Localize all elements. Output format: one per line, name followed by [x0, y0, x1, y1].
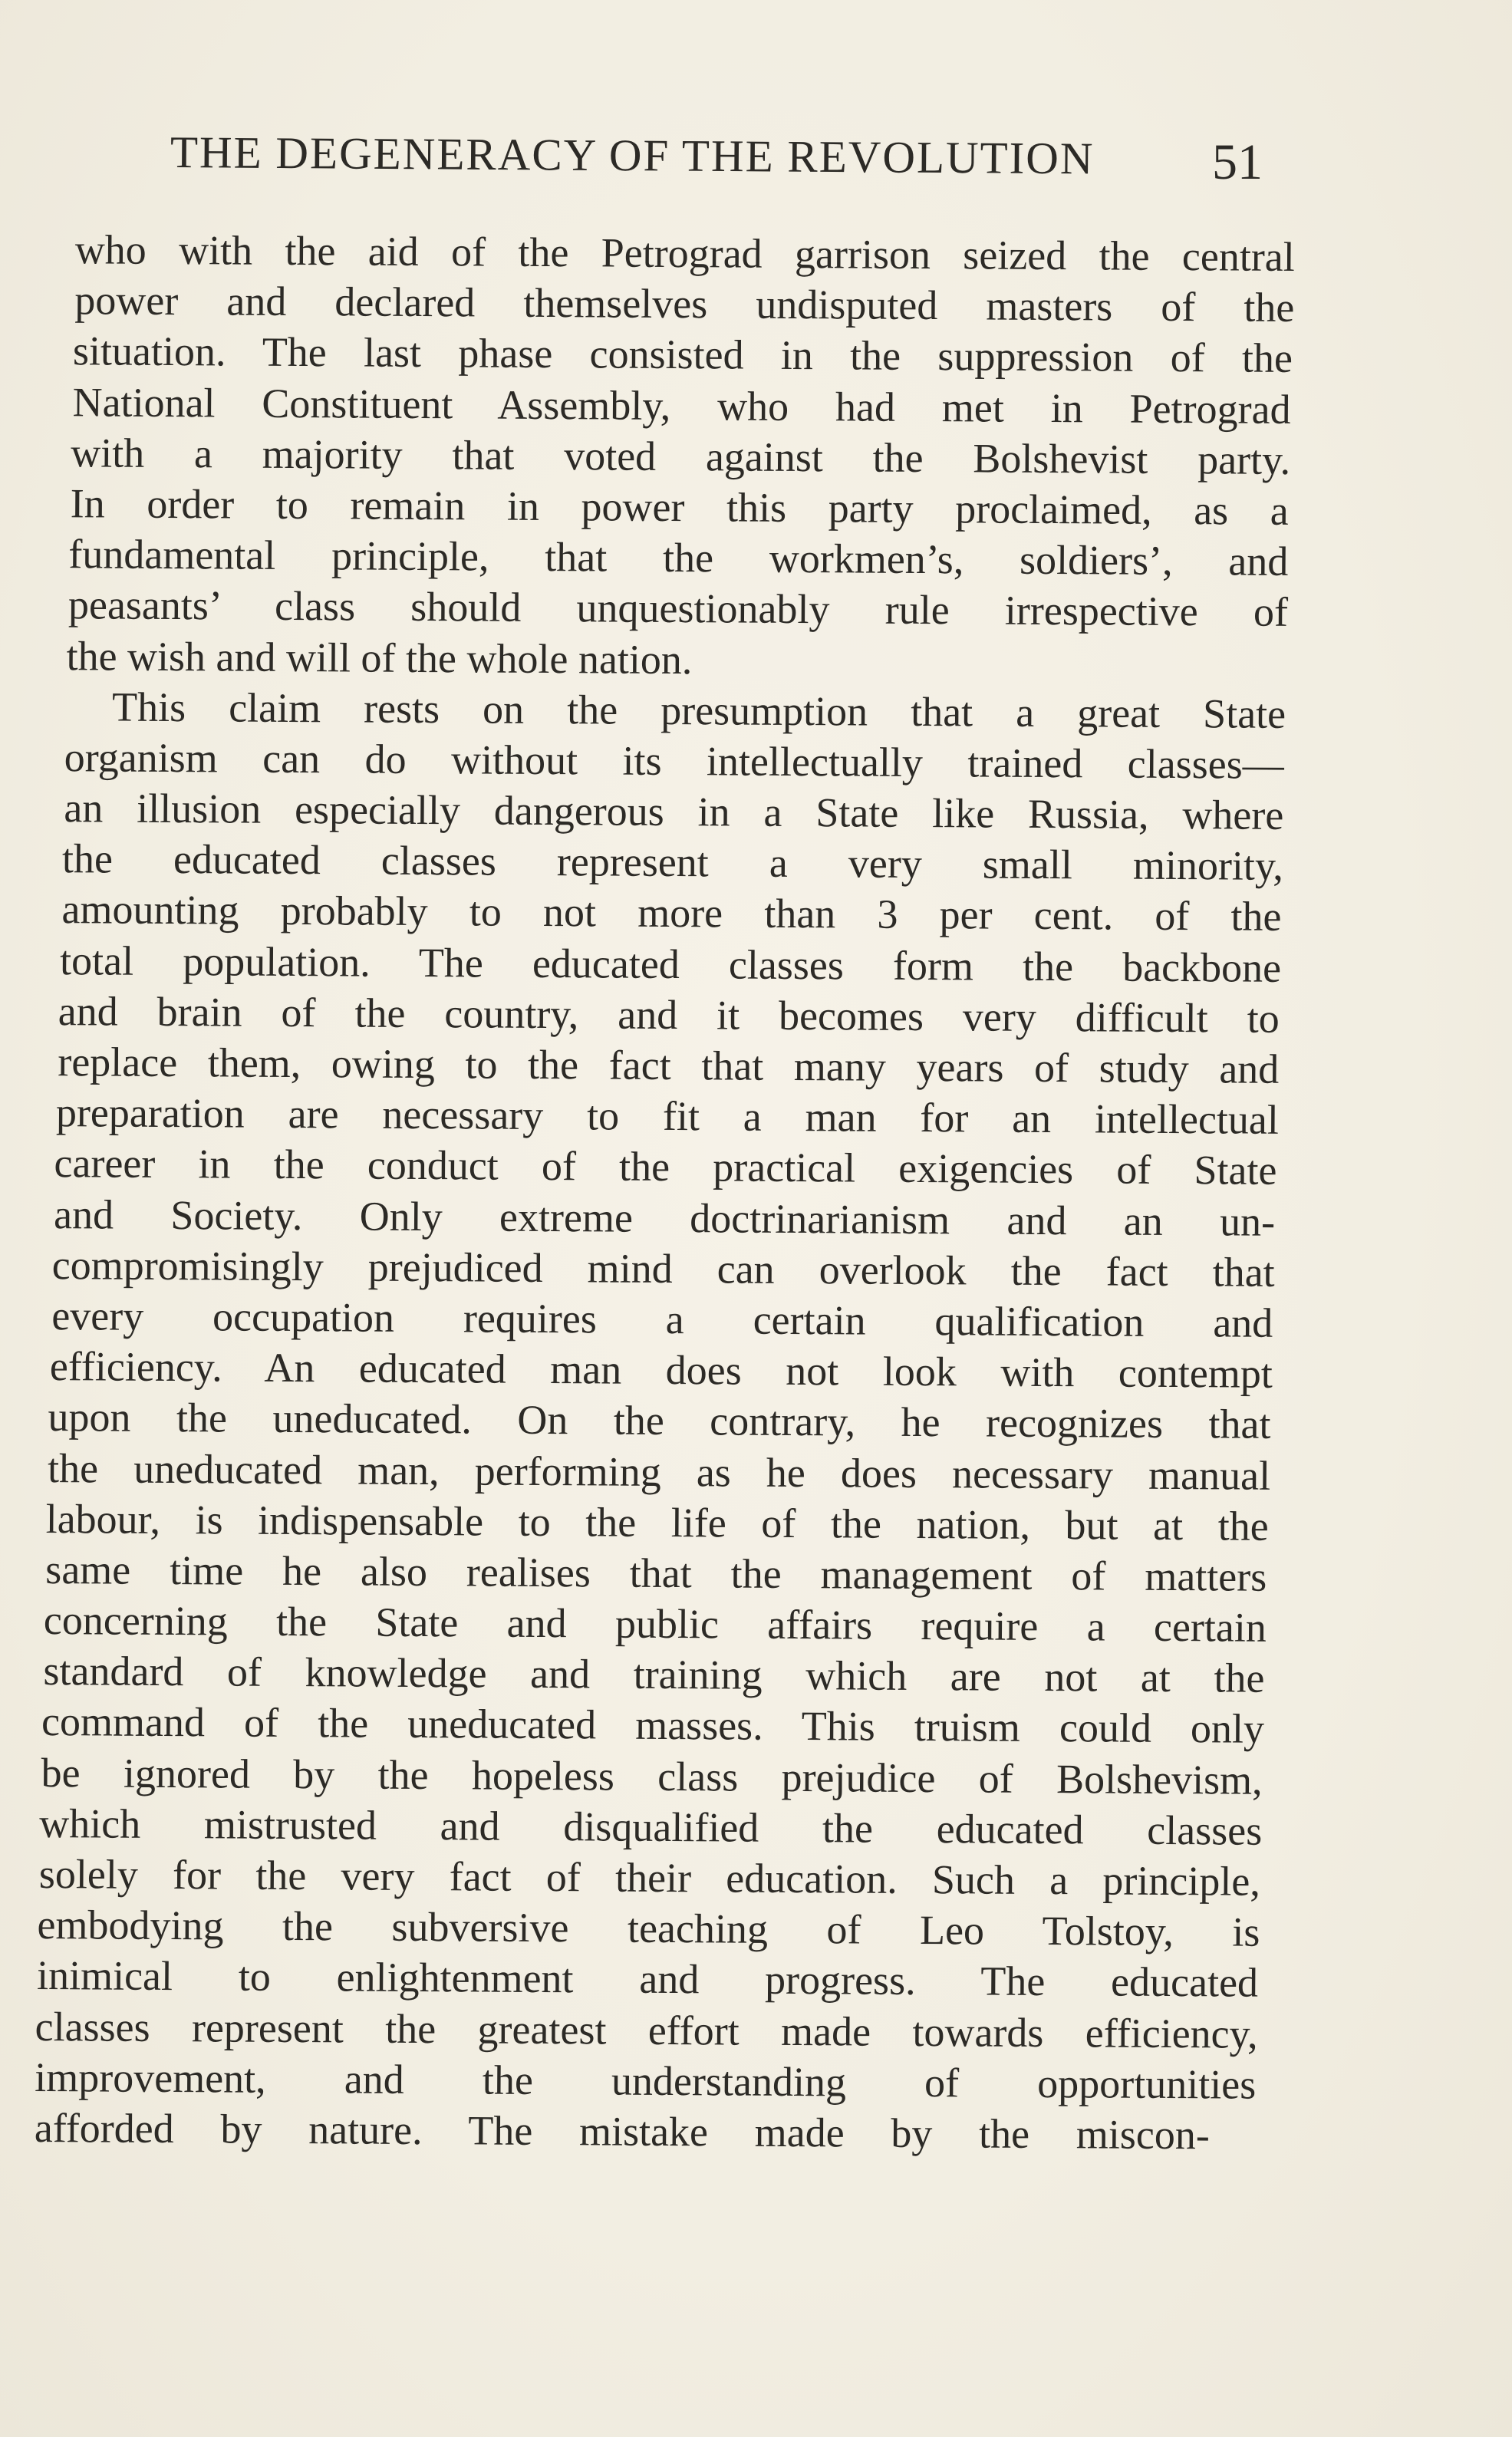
text-line: labour, is indispensable to the life of the nation, but at the [45, 1495, 1269, 1549]
body-text [34, 224, 1295, 2161]
text-line: command of the uneducated masses. This truism could only [41, 1698, 1265, 1753]
text-line: and brain of the country, and it becomes very difficult to [58, 987, 1280, 1042]
text-line: the educated classes represent a very small minority, [61, 835, 1284, 890]
text-line: concerning the State and public affairs require a certain [43, 1597, 1267, 1651]
text-line: solely for the very fact of their education. Such a principle, [38, 1850, 1261, 1905]
text-line: an illusion especially dangerous in a State like Russia, where [64, 785, 1284, 838]
text-line: be ignored by the hopeless class prejudice of Bolshevism, [41, 1749, 1263, 1803]
text-line: fundamental principle, that the workmen’s, soldiers’, and [68, 531, 1289, 585]
text-line: replace them, owing to the fact that many years of study and [58, 1039, 1280, 1092]
text-line: every occupation requires a certain qualification and [51, 1293, 1273, 1346]
text-line: efficiency. An educated man does not look with contempt [49, 1343, 1273, 1397]
text-line: peasants’ class should unquestionably rule irrespective of [68, 581, 1289, 636]
text-line: embodying the subversive teaching of Leo Tolstoy, is [37, 1902, 1260, 1955]
text-line: with a majority that voted against the Bolshevist party. [70, 429, 1291, 483]
paragraph-1 [43, 224, 1295, 688]
text-line: the uneducated man, performing as he does necessary manual [47, 1444, 1271, 1499]
text-line: classes represent the greatest effort made towards efficiency, [35, 2003, 1258, 2057]
text-line: standard of knowledge and training which are not at the [43, 1648, 1265, 1701]
text-line: preparation are necessary to fit a man for an intellectual [55, 1089, 1280, 1144]
text-line: In order to remain in power this party proclaimed, as a [70, 480, 1289, 534]
text-line: which mistrusted and disqualified the educated classes [39, 1800, 1263, 1854]
page-number: 51 [1212, 134, 1263, 190]
text-line: and Society. Only extreme doctrinarianism and an un- [53, 1191, 1276, 1245]
text-line: career in the conduct of the practical exigencies of State [54, 1140, 1277, 1194]
text-line: total population. The educated classes form the backbone [59, 937, 1282, 991]
text-line: afforded by nature. The mistake made by the miscon- [34, 2104, 1210, 2159]
text-line: improvement, and the understanding of opportunities [35, 2053, 1257, 2108]
text-line: inimical to enlightenment and progress. The educated [36, 1952, 1259, 2007]
text-line: situation. The last phase consisted in the suppression of the [72, 328, 1293, 382]
text-line: organism can do without its intellectually trained classes— [64, 734, 1284, 788]
text-line: the wish and will of the whole nation. [66, 632, 693, 683]
paragraph-2 [34, 681, 1286, 2161]
text-line: who with the aid of the Petrograd garrison seized the central [74, 226, 1295, 280]
text-line: National Constituent Assembly, who had met in Petrograd [72, 378, 1291, 433]
text-line: same time he also realises that the management of matters [45, 1546, 1267, 1600]
text-line: This claim rests on the presumption that a great State [111, 683, 1286, 737]
text-line: amounting probably to not more than 3 per cent. of the [61, 886, 1282, 940]
text-line: compromisingly prejudiced mind can overlook the fact that [51, 1241, 1275, 1296]
running-title: THE DEGENERACY OF THE REVOLUTION [170, 127, 1095, 184]
text-line: upon the uneducated. On the contrary, he recognizes that [48, 1394, 1271, 1448]
text-line: power and declared themselves undisputed masters of the [74, 277, 1295, 331]
